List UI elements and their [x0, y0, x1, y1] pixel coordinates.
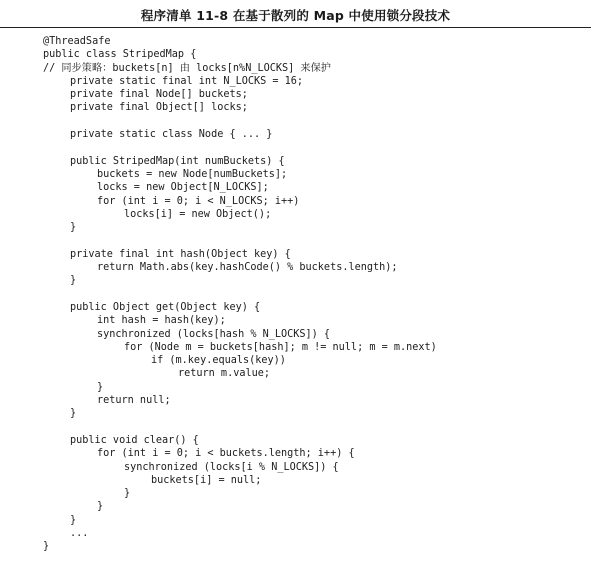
code-line: @ThreadSafe: [43, 36, 111, 47]
code-line: synchronized (locks[hash % N_LOCKS]) {: [97, 328, 331, 340]
code-line: [43, 115, 583, 128]
code-listing: [43, 35, 583, 554]
code-line: [43, 141, 583, 154]
code-line: for (int i = 0; i < N_LOCKS; i++): [97, 195, 300, 207]
code-line: [43, 288, 583, 301]
code-line: // 同步策略：buckets[n] 由 locks[n%N_LOCKS] 来保护: [43, 62, 331, 74]
code-line: private final Node[] buckets;: [70, 89, 248, 101]
code-line: }: [70, 275, 77, 287]
code-line: [43, 421, 583, 434]
code-line: }: [70, 408, 77, 420]
code-line: synchronized (locks[i % N_LOCKS]) {: [124, 461, 339, 473]
listing-title: 程序清单 11-8 在基于散列的 Map 中使用锁分段技术: [140, 8, 451, 23]
code-line: public class StripedMap {: [43, 49, 197, 61]
code-line: return null;: [97, 395, 171, 407]
code-line: int hash = hash(key);: [97, 315, 226, 327]
code-line: public void clear() {: [70, 434, 199, 446]
code-line: locks[i] = new Object();: [124, 208, 272, 220]
code-line: }: [124, 488, 131, 500]
code-line: return m.value;: [178, 368, 271, 380]
code-line: buckets = new Node[numBuckets];: [97, 168, 288, 180]
code-line: private static class Node { ... }: [70, 129, 273, 141]
title-divider: [0, 27, 591, 28]
code-line: private final Object[] locks;: [70, 102, 248, 114]
code-line: }: [97, 381, 104, 393]
code-line: for (int i = 0; i < buckets.length; i++) {: [97, 448, 355, 460]
code-line: }: [43, 541, 50, 553]
code-line: ...: [70, 527, 89, 539]
code-line: }: [70, 222, 77, 234]
code-line: private static final int N_LOCKS = 16;: [70, 75, 304, 87]
code-line: return Math.abs(key.hashCode() % buckets.length);: [97, 262, 398, 274]
code-line: private final int hash(Object key) {: [70, 248, 291, 260]
code-line: if (m.key.equals(key)): [151, 355, 286, 367]
code-line: locks = new Object[N_LOCKS];: [97, 182, 269, 194]
code-line: [43, 234, 583, 247]
code-line: public Object get(Object key) {: [70, 301, 261, 313]
code-line: buckets[i] = null;: [151, 474, 262, 486]
code-line: public StripedMap(int numBuckets) {: [70, 155, 285, 167]
code-line: for (Node m = buckets[hash]; m != null; m = m.next): [124, 341, 437, 353]
code-line: }: [70, 514, 77, 526]
code-line: }: [97, 501, 104, 513]
